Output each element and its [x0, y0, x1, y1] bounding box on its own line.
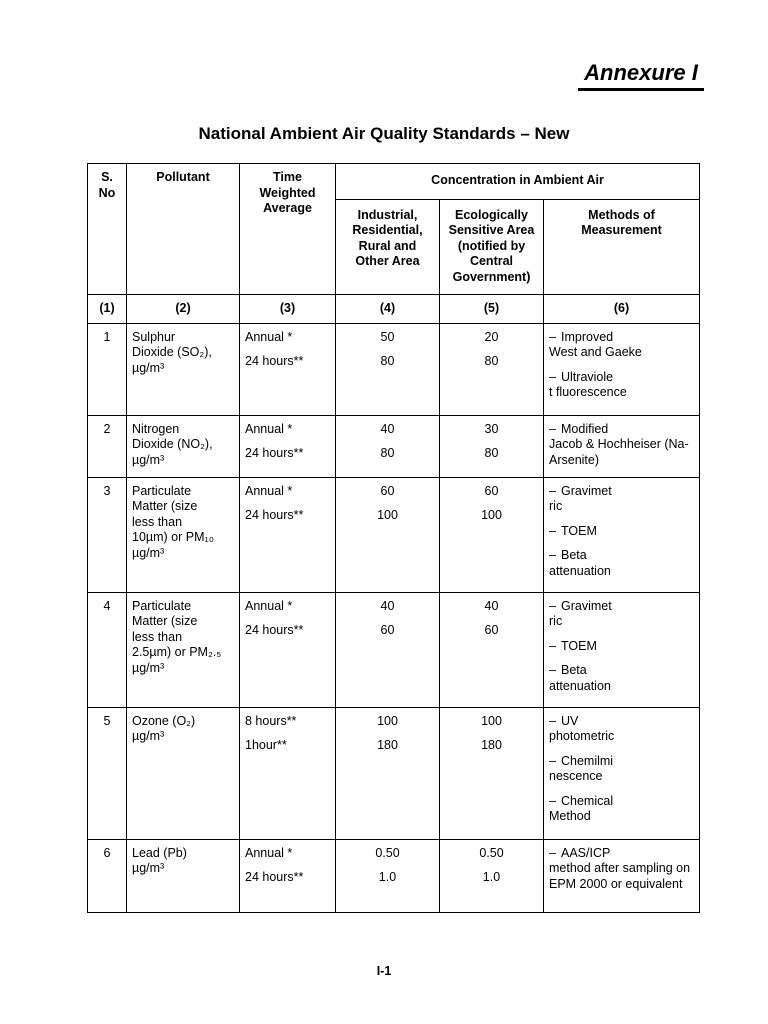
method-first-line: [549, 330, 694, 346]
ecological-value: 100: [481, 713, 502, 728]
pollutant-line: Dioxide (NO₂),: [132, 437, 213, 451]
pollutant-line: less than: [132, 514, 183, 529]
ecological-value: 80: [484, 446, 499, 460]
method-item: [549, 754, 694, 785]
methods-cell: [544, 592, 700, 707]
method-rest: attenuation: [549, 678, 611, 693]
industrial-value-cell: [336, 477, 440, 592]
industrial-value-cell: [336, 592, 440, 707]
method-item: [549, 484, 694, 515]
header-sno: S. No: [88, 164, 127, 295]
industrial-value: 180: [377, 738, 398, 752]
methods-cell: [544, 415, 700, 477]
dash-bullet: –: [549, 663, 556, 677]
method-first-word: Beta: [561, 548, 587, 562]
column-number: (6): [544, 295, 700, 324]
method-rest: t fluorescence: [549, 385, 627, 399]
column-number: (5): [440, 295, 544, 324]
ecological-value: 1.0: [482, 870, 501, 884]
pollutant-line: µg/m³: [132, 861, 165, 875]
methods-cell: [544, 477, 700, 592]
industrial-value: 40: [380, 598, 395, 613]
method-first-word: Ultraviole: [561, 369, 614, 384]
method-item: [549, 370, 694, 401]
method-rest: nescence: [549, 769, 603, 783]
time-weighted-average-cell: [240, 707, 336, 839]
dash-bullet: –: [549, 483, 556, 498]
methods-cell: [544, 707, 700, 839]
twa-line: 1hour**: [245, 738, 287, 752]
industrial-value: 80: [380, 354, 395, 368]
ecological-value-cell: [440, 839, 544, 912]
method-item: [549, 422, 694, 469]
ecological-value: 20: [484, 329, 499, 344]
header-industrial-area: Industrial, Residential, Rural and Other Area: [336, 199, 440, 295]
method-rest: attenuation: [549, 563, 611, 578]
twa-line: Annual *: [245, 845, 293, 860]
method-first-word: Gravimet: [561, 598, 612, 613]
method-first-word: UV: [561, 713, 579, 728]
pollutant-cell: [127, 707, 240, 839]
twa-line: 24 hours**: [245, 354, 304, 368]
pollutant-line: Lead (Pb): [132, 845, 187, 860]
method-item: [549, 639, 694, 655]
pollutant-line: Ozone (O₂): [132, 713, 196, 728]
pollutant-line: µg/m³: [132, 452, 165, 467]
method-rest: ric: [549, 614, 563, 628]
methods-cell: [544, 323, 700, 415]
method-first-word: Modified: [561, 421, 609, 436]
method-first-line: [549, 754, 694, 770]
method-first-word: AAS/ICP: [561, 845, 611, 860]
pollutant-line: µg/m³: [132, 360, 165, 375]
table-row: [88, 592, 700, 707]
ecological-value: 30: [484, 421, 499, 436]
dash-bullet: –: [549, 638, 556, 653]
time-weighted-average-cell: [240, 839, 336, 912]
sno-cell: 3: [88, 477, 127, 592]
method-first-line: [549, 663, 694, 679]
method-first-line: [549, 599, 694, 615]
industrial-value: 100: [377, 508, 398, 522]
sno-cell: 1: [88, 323, 127, 415]
annexure-heading: Annexure I: [578, 60, 704, 91]
twa-line: 24 hours**: [245, 508, 304, 522]
method-item: [549, 663, 694, 694]
column-number: (4): [336, 295, 440, 324]
industrial-value: 60: [380, 623, 395, 637]
ecological-value-cell: [440, 707, 544, 839]
method-rest: ric: [549, 499, 563, 513]
twa-line: Annual *: [245, 483, 293, 498]
method-rest: Method: [549, 809, 591, 823]
dash-bullet: –: [549, 548, 556, 562]
page-number: I-1: [376, 964, 392, 978]
industrial-value: 50: [380, 329, 395, 344]
pollutant-line: Sulphur: [132, 329, 176, 344]
sno-cell: 2: [88, 415, 127, 477]
method-first-word: Chemilmi: [561, 753, 614, 768]
pollutant-line: Dioxide (SO₂),: [132, 345, 212, 359]
method-first-line: [549, 846, 694, 862]
pollutant-cell: [127, 415, 240, 477]
pollutant-line: less than: [132, 629, 183, 644]
sno-cell: 5: [88, 707, 127, 839]
method-first-word: Beta: [561, 663, 587, 677]
dash-bullet: –: [549, 523, 556, 538]
method-first-word: TOEM: [561, 638, 597, 653]
table-row: [88, 707, 700, 839]
pollutant-line: µg/m³: [132, 545, 165, 560]
methods-cell: [544, 839, 700, 912]
method-first-word: TOEM: [561, 523, 597, 538]
table-row: [88, 323, 700, 415]
dash-bullet: –: [549, 329, 556, 344]
twa-line: 24 hours**: [245, 623, 304, 637]
ecological-value-cell: [440, 323, 544, 415]
twa-line: Annual *: [245, 598, 293, 613]
pollutant-line: Matter (size: [132, 614, 198, 628]
method-first-word: Improved: [561, 329, 614, 344]
industrial-value-cell: [336, 323, 440, 415]
document-title: National Ambient Air Quality Standards – New: [198, 124, 570, 143]
air-quality-table: [87, 163, 700, 913]
method-item: [549, 599, 694, 630]
industrial-value-cell: [336, 415, 440, 477]
header-methods: Methods of Measurement: [544, 199, 700, 295]
pollutant-line: 10µm) or PM₁₀: [132, 530, 214, 544]
method-first-line: [549, 794, 694, 810]
industrial-value: 100: [377, 713, 398, 728]
twa-line: 24 hours**: [245, 446, 304, 460]
header-pollutant: Pollutant: [127, 164, 240, 295]
method-first-line: [549, 714, 694, 730]
pollutant-cell: [127, 592, 240, 707]
dash-bullet: –: [549, 598, 556, 613]
method-item: [549, 846, 694, 893]
method-item: [549, 794, 694, 825]
method-first-word: Chemical: [561, 793, 614, 808]
ecological-value-cell: [440, 592, 544, 707]
column-number: (1): [88, 295, 127, 324]
industrial-value-cell: [336, 707, 440, 839]
header-ecological-area: Ecologically Sensitive Area (notified by Central Government): [440, 199, 544, 295]
industrial-value: 1.0: [378, 870, 397, 884]
dash-bullet: –: [549, 369, 556, 384]
table-row: [88, 839, 700, 912]
dash-bullet: –: [549, 713, 556, 728]
column-number-row: [88, 295, 700, 324]
ecological-value: 60: [484, 623, 499, 637]
industrial-value: 80: [380, 446, 395, 460]
twa-line: Annual *: [245, 329, 293, 344]
method-first-line: [549, 484, 694, 500]
pollutant-line: Particulate: [132, 598, 192, 613]
pollutant-line: Matter (size: [132, 499, 198, 513]
time-weighted-average-cell: [240, 415, 336, 477]
table-row: [88, 415, 700, 477]
dash-bullet: –: [549, 753, 556, 768]
time-weighted-average-cell: [240, 477, 336, 592]
method-item: [549, 548, 694, 579]
dash-bullet: –: [549, 793, 556, 808]
industrial-value-cell: [336, 839, 440, 912]
ecological-value: 0.50: [479, 845, 504, 860]
pollutant-line: µg/m³: [132, 660, 165, 675]
pollutant-line: 2.5µm) or PM₂.₅: [132, 645, 222, 659]
pollutant-line: µg/m³: [132, 729, 165, 743]
method-first-line: [549, 422, 694, 438]
ecological-value: 100: [481, 508, 502, 522]
ecological-value: 80: [484, 354, 499, 368]
method-first-line: [549, 548, 694, 564]
sno-cell: 6: [88, 839, 127, 912]
dash-bullet: –: [549, 421, 556, 436]
twa-line: 8 hours**: [245, 713, 297, 728]
ecological-value: 180: [481, 738, 502, 752]
time-weighted-average-cell: [240, 592, 336, 707]
ecological-value: 40: [484, 598, 499, 613]
ecological-value-cell: [440, 477, 544, 592]
column-number: (2): [127, 295, 240, 324]
pollutant-cell: [127, 839, 240, 912]
header-concentration: Concentration in Ambient Air: [336, 164, 700, 200]
column-number: (3): [240, 295, 336, 324]
industrial-value: 0.50: [375, 845, 400, 860]
dash-bullet: –: [549, 845, 556, 860]
industrial-value: 60: [380, 483, 395, 498]
time-weighted-average-cell: [240, 323, 336, 415]
pollutant-line: Nitrogen: [132, 421, 180, 436]
method-item: [549, 714, 694, 745]
method-rest: Jacob & Hochheiser (Na-Arsenite): [549, 437, 689, 467]
table-row: [88, 477, 700, 592]
method-rest: method after sampling on EPM 2000 or equivalent: [549, 861, 691, 891]
twa-line: 24 hours**: [245, 870, 304, 884]
pollutant-cell: [127, 323, 240, 415]
industrial-value: 40: [380, 421, 395, 436]
header-time-weighted-average: Time Weighted Average: [240, 164, 336, 295]
method-item: [549, 330, 694, 361]
method-rest: photometric: [549, 729, 615, 743]
ecological-value: 60: [484, 483, 499, 498]
method-item: [549, 524, 694, 540]
method-rest: West and Gaeke: [549, 345, 642, 359]
table-body: [88, 323, 700, 912]
method-first-line: [549, 370, 694, 386]
pollutant-line: Particulate: [132, 483, 192, 498]
method-first-line: [549, 524, 694, 540]
twa-line: Annual *: [245, 421, 293, 436]
method-first-word: Gravimet: [561, 483, 612, 498]
ecological-value-cell: [440, 415, 544, 477]
sno-cell: 4: [88, 592, 127, 707]
method-first-line: [549, 639, 694, 655]
pollutant-cell: [127, 477, 240, 592]
